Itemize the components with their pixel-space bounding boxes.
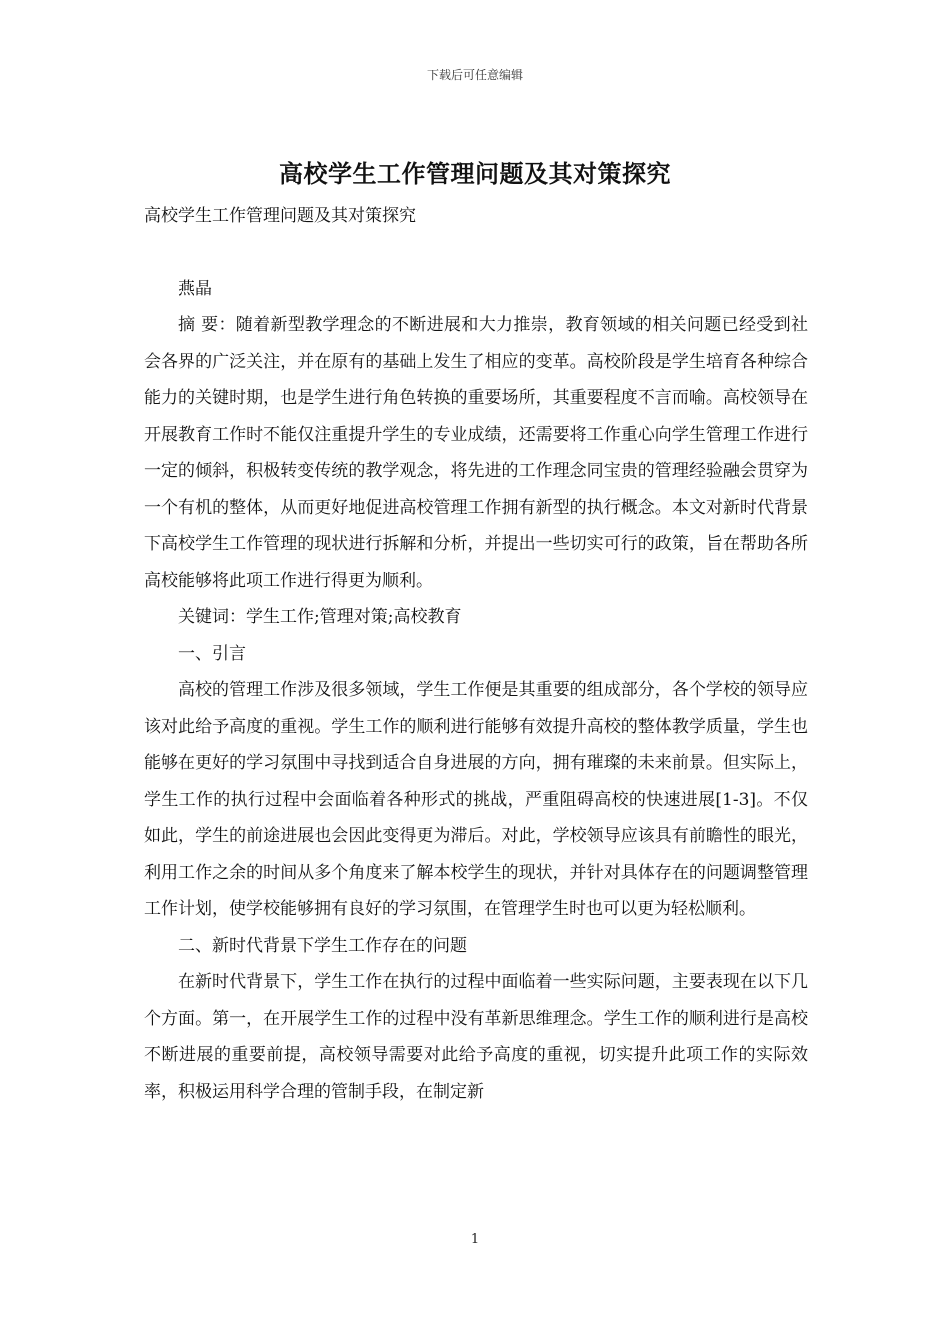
document-body	[144, 198, 808, 1110]
introduction-paragraph: 高校的管理工作涉及很多领域，学生工作便是其重要的组成部分，各个学校的领导应该对此给予高度的重视。学生工作的顺利进行能够有效提升高校的整体教学质量，学生也能够在更好的学习氛围中寻找到适合自身进展的方向，拥有璀璨的未来前景。但实际上，学生工作的执行过程中会面临着各种形式的挑战，严重阻碍高校的快速进展[1-3]。不仅如此，学生的前途进展也会因此变得更为滞后。对此，学校领导应该具有前瞻性的眼光，利用工作之余的时间从多个角度来了解本校学生的现状，并针对具体存在的问题调整管理工作计划，使学校能够拥有良好的学习氛围，在管理学生时也可以更为轻松顺利。	[144, 680, 808, 919]
document-title: 高校学生工作管理问题及其对策探究	[279, 160, 671, 188]
blank-line	[144, 235, 808, 271]
keywords-line: 关键词：学生工作;管理对策;高校教育	[178, 607, 462, 627]
document-subtitle: 高校学生工作管理问题及其对策探究	[144, 206, 416, 226]
problems-paragraph: 在新时代背景下，学生工作在执行的过程中面临着一些实际问题，主要表现在以下几个方面。第一，在开展学生工作的过程中没有革新思维理念。学生工作的顺利进行是高校不断进展的重要前提，高校领导需要对此给予高度的重视，切实提升此项工作的实际效率，积极运用科学合理的管制手段，在制定新	[144, 972, 808, 1102]
section-heading-introduction: 一、引言	[178, 643, 246, 664]
page-header-note: 下载后可任意编辑	[426, 68, 523, 82]
abstract-paragraph: 摘 要：随着新型教学理念的不断进展和大力推崇，教育领域的相关问题已经受到社会各界的广泛关注，并在原有的基础上发生了相应的变革。高校阶段是学生培育各种综合能力的关键时期，也是学生进行角色转换的重要场所，其重要程度不言而喻。高校领导在开展教育工作时不能仅注重提升学生的专业成绩，还需要将工作重心向学生管理工作进行一定的倾斜，积极转变传统的教学观念，将先进的工作理念同宝贵的管理经验融会贯穿为一个有机的整体，从而更好地促进高校管理工作拥有新型的执行概念。本文对新时代背景下高校学生工作管理的现状进行拆解和分析，并提出一些切实可行的政策，旨在帮助各所高校能够将此项工作进行得更为顺利。	[144, 315, 808, 591]
author-name: 燕晶	[178, 278, 212, 299]
section-heading-problems: 二、新时代背景下学生工作存在的问题	[178, 935, 467, 956]
page-number: 1	[470, 1232, 480, 1247]
